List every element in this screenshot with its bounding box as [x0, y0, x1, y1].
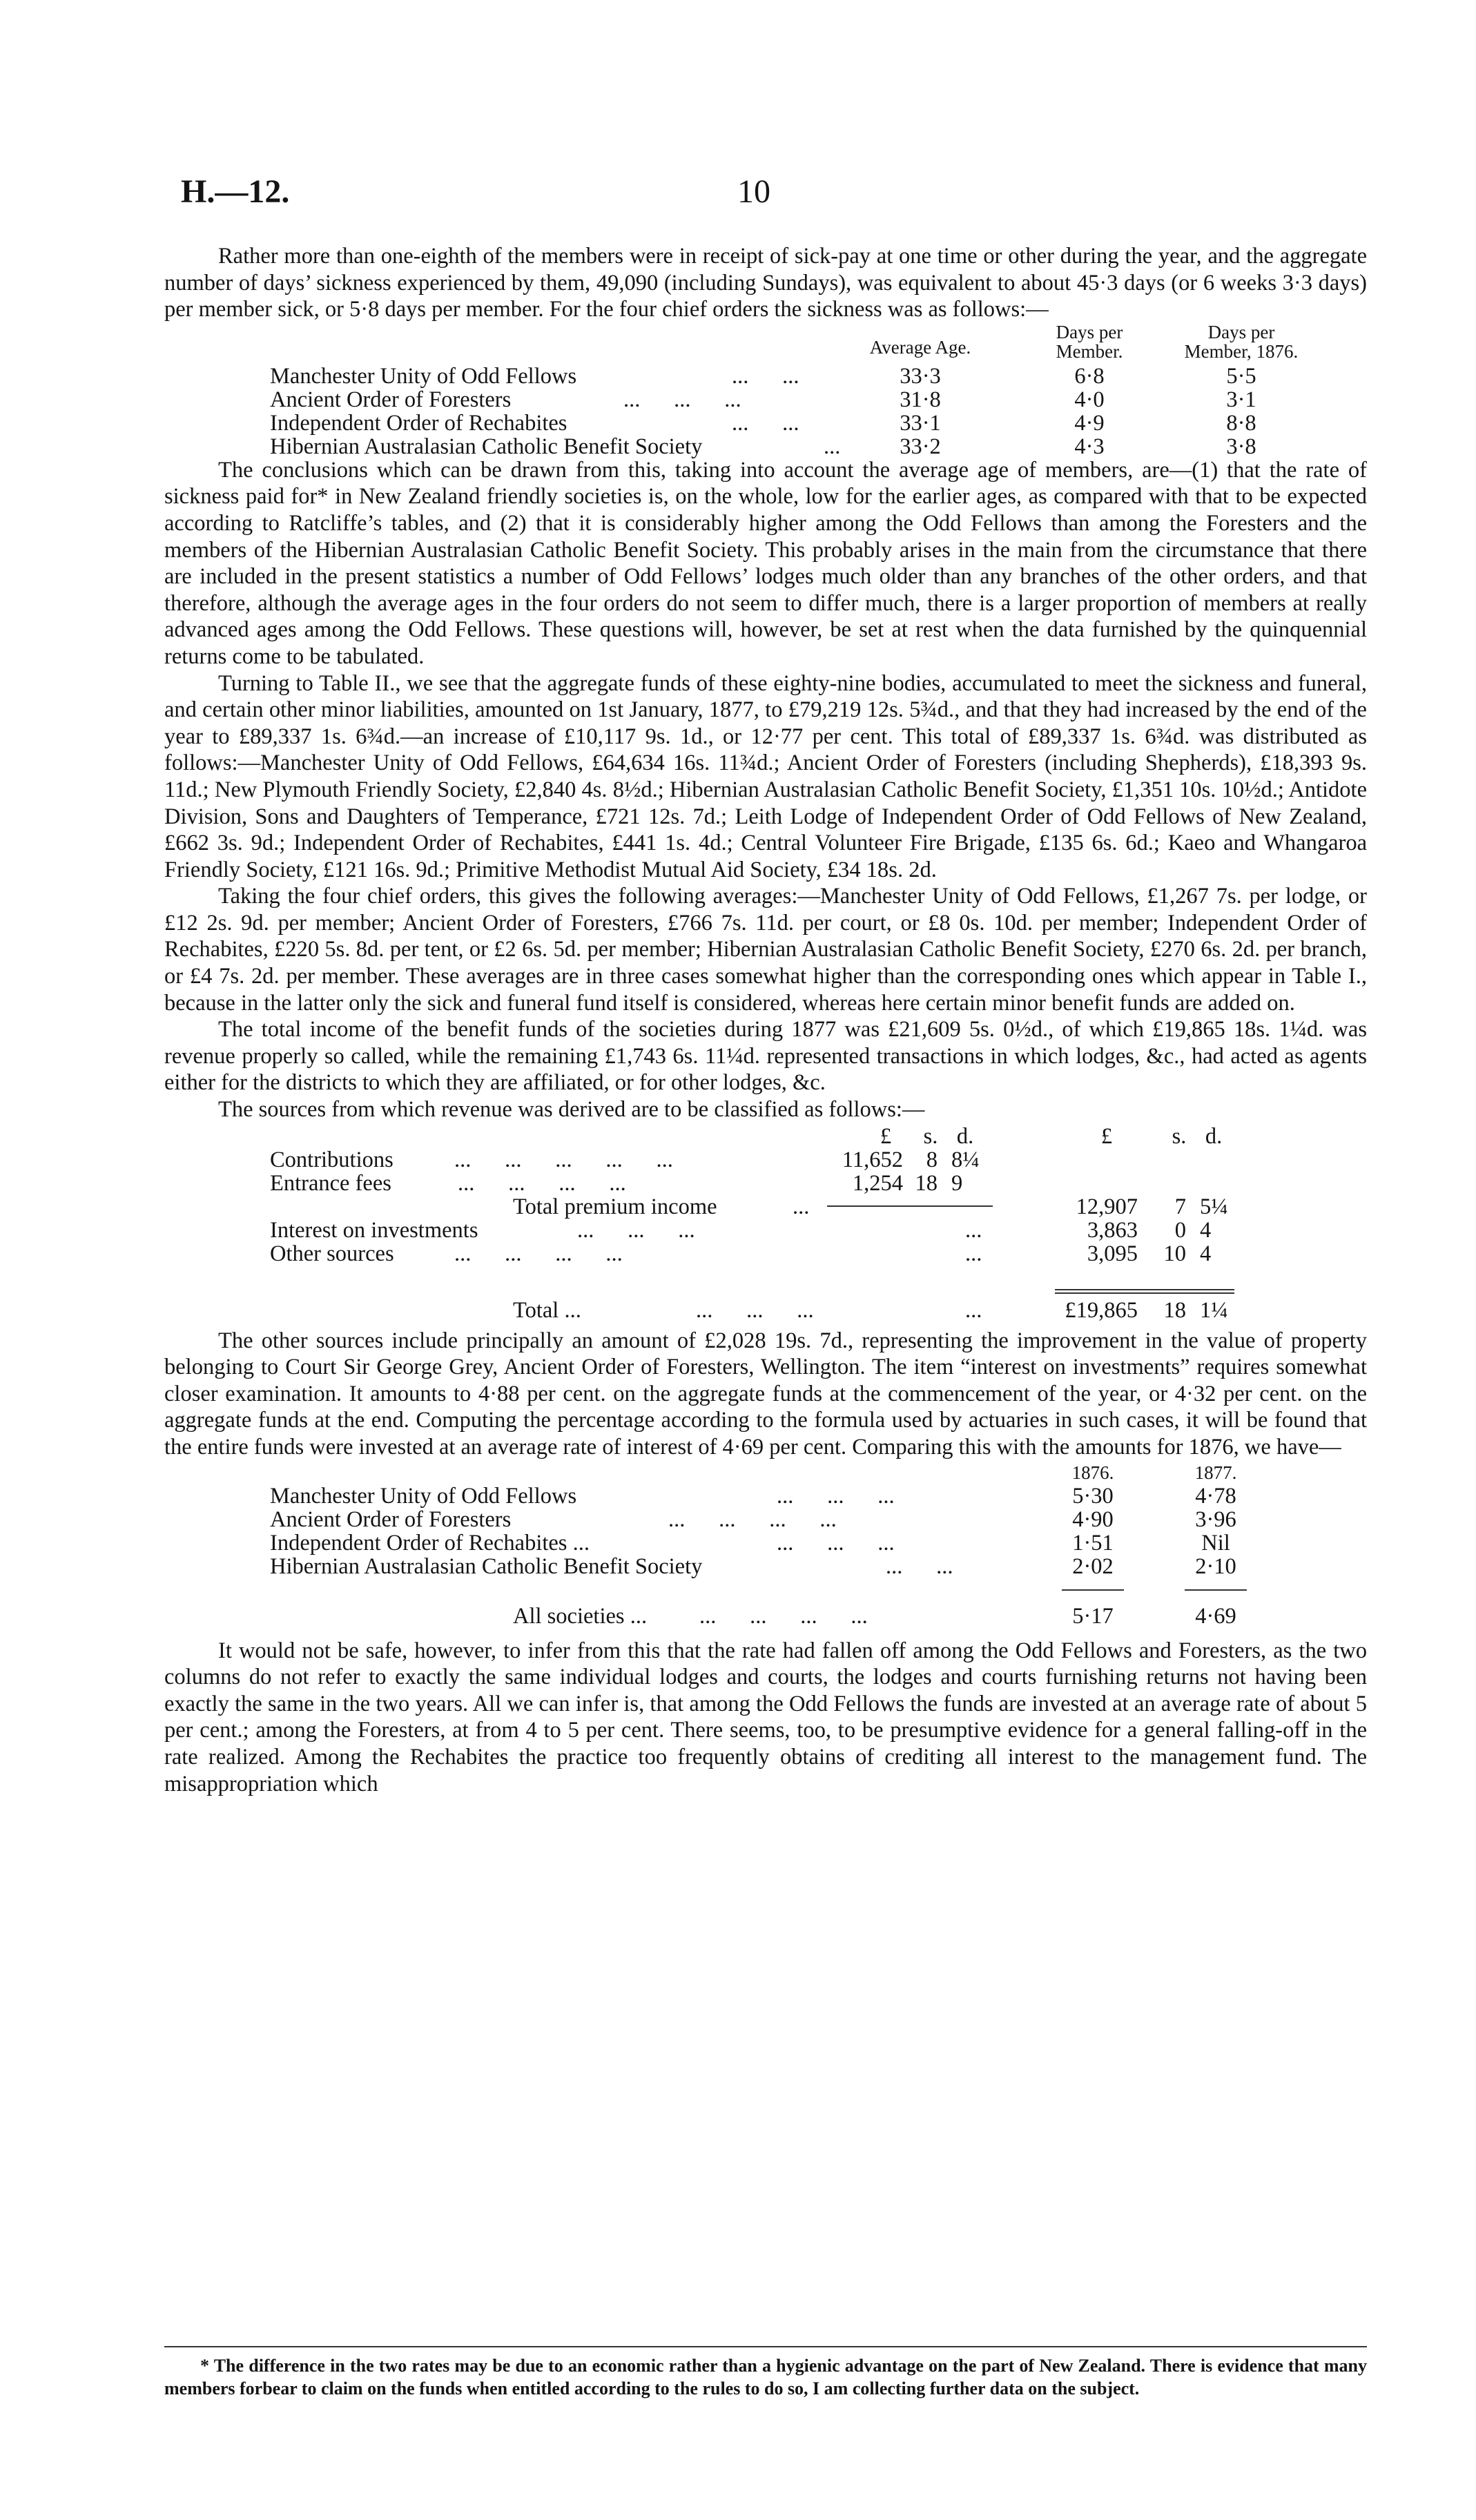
header-shillings-b: s. — [1172, 1123, 1187, 1149]
leader-dots: ... ... ... ... — [699, 1603, 868, 1629]
days-per-member-1876: 3·8 — [1226, 434, 1256, 459]
sickness-table — [164, 323, 1367, 457]
total-rule — [1055, 1289, 1234, 1290]
total-rule — [1062, 1589, 1124, 1591]
days-per-member-1876: 5·5 — [1226, 363, 1256, 389]
average-age: 33·3 — [900, 363, 941, 389]
revenue-label: Interest on investments — [270, 1217, 478, 1243]
paragraph-total-income: The total income of the benefit funds of the societies during 1877 was £21,609 5s. 0½d., of which £19,865 18s. 1¼d. was revenue properly so called, while the remaining £1,743 6s. 11¼d. represented transactions in which lodges, &c., had acted as agents either for the districts to which they are affiliated, or for other lodges, &c. — [164, 1017, 1367, 1096]
total-rule — [1055, 1292, 1234, 1294]
amount-pence: 1¼ — [1200, 1297, 1228, 1323]
order-name: Hibernian Australasian Catholic Benefit Society — [270, 1553, 703, 1579]
interest-table — [164, 1461, 1367, 1596]
rate-1876: 2·02 — [1072, 1553, 1114, 1579]
days-per-member: 6·8 — [1074, 363, 1105, 389]
revenue-total — [164, 1286, 1367, 1328]
amount-pounds: £19,865 — [1065, 1297, 1138, 1323]
leader-dots: ... — [965, 1297, 982, 1323]
page-number: 10 — [737, 173, 770, 210]
days-per-member: 4·0 — [1074, 387, 1105, 412]
order-name: Ancient Order of Foresters — [270, 387, 512, 412]
amount-pence: 4 — [1200, 1217, 1212, 1243]
paragraph-inference: It would not be safe, however, to infer from this that the rate had fallen off among the Odd Fellows and Foresters, as the two columns do not refer to exactly the same individual lodges and courts, the lodges and courts furnishing returns not having been exactly the same in the two years. All we can infer is, that among the Odd Fellows the funds are invested at an average rate of about 5 per cent.; among the Foresters, at from 4 to 5 per cent. There seems, too, to be presumptive evidence for a general falling-off in the rate realized. Among the Rechabites the practice too frequently obtains of crediting all interest to the management fund. The misappropriation which — [164, 1638, 1367, 1796]
rate-1877: 2·10 — [1195, 1553, 1236, 1579]
paragraph-conclusions: The conclusions which can be drawn from this, taking into account the average age of members, are—(1) that the rate of sickness paid for* in New Zealand friendly societies is, on the whole, low for the earlier ages, as compared with that to be expected according to Ratcliffe’s tables, and (2) that it is considerably higher among the Odd Fellows than among the Foresters and the members of the Hibernian Australasian Catholic Benefit Society. This probably arises in the main from the circumstance that there are included in the present statistics a number of Odd Fellows’ lodges much older than any branches of the other orders, and that therefore, although the average ages in the four orders do not seem to differ much, there is a larger proportion of members at really advanced ages among the Odd Fellows. These questions will, however, be set at rest when the data furnished by the quinquennial returns come to be tabulated. — [164, 457, 1367, 669]
leader-dots: ... ... ... ... — [454, 1241, 623, 1266]
revenue-label: Contributions — [270, 1147, 394, 1172]
order-name: Ancient Order of Foresters — [270, 1506, 512, 1532]
days-per-member: 4·3 — [1074, 434, 1105, 459]
amount-shillings: 0 — [1174, 1217, 1186, 1243]
leader-dots: ... — [824, 434, 841, 459]
amount-pence: 5¼ — [1200, 1194, 1228, 1219]
order-name: Manchester Unity of Odd Fellows — [270, 363, 577, 389]
revenue-label: Entrance fees — [270, 1170, 391, 1196]
revenue-table — [164, 1123, 1367, 1286]
paragraph-aggregate-funds: Turning to Table II., we see that the aggregate funds of these eighty-nine bodies, accumulated to meet the sickness and funeral, and certain other minor liabilities, amounted on 1st January, 1877, to £79,219 12s. 5¾d., and that they had increased by the end of the year to £89,337 1s. 6¾d.—an increase of £10,117 9s. 1d., or 12·77 per cent. This total of £89,337 1s. 6¾d. was distributed as follows:—Manchester Unity of Odd Fellows, £64,634 16s. 11¾d.; Ancient Order of Foresters (including Shepherds), £18,393 9s. 11d.; New Plymouth Friendly Society, £2,840 4s. 8½d.; Hibernian Australasian Catholic Benefit Society, £1,351 10s. 10½d.; Antidote Division, Sons and Daughters of Temperance, £721 12s. 7d.; Leith Lodge of Independent Order of Odd Fellows of New Zealand, £662 3s. 9d.; Independent Order of Rechabites, £441 1s. 4d.; Central Volunteer Fire Brigade, £135 6s. 6d.; Kaeo and Whangaroa Friendly Society, £121 16s. 9d.; Primitive Methodist Mutual Aid Society, £34 18s. 2d. — [164, 670, 1367, 882]
order-name: Independent Order of Rechabites — [270, 410, 567, 436]
header-days-1876-line1: Days per — [1207, 321, 1275, 342]
table-row — [164, 1297, 1367, 1324]
amount-pounds: 3,095 — [1087, 1241, 1138, 1266]
header-pence-a: d. — [956, 1123, 974, 1149]
order-name: Independent Order of Rechabites ... — [270, 1530, 590, 1555]
order-name: Hibernian Australasian Catholic Benefit Society — [270, 434, 703, 459]
amount-pounds: 11,652 — [842, 1147, 903, 1172]
amount-pounds: 1,254 — [852, 1170, 903, 1196]
paragraph-revenue-sources: The sources from which revenue was derived are to be classified as follows:— — [218, 1097, 925, 1123]
header-year-1877: 1877. — [1194, 1462, 1237, 1483]
days-per-member: 4·9 — [1074, 410, 1105, 436]
leader-dots: ... ... ... ... — [668, 1506, 837, 1532]
amount-pounds: 3,863 — [1087, 1217, 1138, 1243]
paragraph-other-sources: The other sources include principally an amount of £2,028 19s. 7d., representing the improvement in the value of property belonging to Court Sir George Grey, Ancient Order of Foresters, Wellington. The item “interest on investments” requires somewhat closer examination. It amounts to 4·88 per cent. on the aggregate funds at the commencement of the year, or 4·32 per cent. on the aggregate funds at the end. Computing the percentage according to the formula used by actuaries in such cases, it will be found that the entire funds were invested at an average rate of interest of 4·69 per cent. Comparing this with the amounts for 1876, we have— — [164, 1328, 1367, 1460]
rate-1877: 4·69 — [1195, 1603, 1236, 1629]
amount-shillings: 18 — [1163, 1297, 1186, 1323]
header-pounds-a: £ — [880, 1123, 892, 1149]
leader-dots: ... ... ... — [623, 387, 741, 412]
amount-pence: 4 — [1200, 1241, 1212, 1266]
footnote-text: * The difference in the two rates may be due to an economic rather than a hygienic advantage on the part of New Zealand. There is evidence that many members forbear to claim on the funds when entitled according to the rules to do so, I am collecting further data on the subject. — [164, 2356, 1367, 2398]
leader-dots: ... ... ... — [696, 1297, 814, 1323]
leader-dots: ... ... ... ... ... — [454, 1147, 673, 1172]
leader-dots: ... — [793, 1194, 810, 1219]
amount-shillings: 18 — [915, 1170, 938, 1196]
order-name: Manchester Unity of Odd Fellows — [270, 1483, 577, 1509]
header-year-1876: 1876. — [1071, 1462, 1114, 1483]
leader-dots: ... ... ... — [777, 1483, 895, 1509]
premium-label: Total premium income — [513, 1194, 717, 1219]
amount-pence: 9 — [951, 1170, 963, 1196]
average-age: 33·2 — [900, 434, 941, 459]
paragraph-averages: Taking the four chief orders, this gives the following averages:—Manchester Unity of Odd Fellows, £1,267 7s. per lodge, or £12 2s. 9d. per member; Ancient Order of Foresters, £766 7s. 11d. per court, or £8 0s. 10d. per member; Independent Order of Rechabites, £220 5s. 8d. per tent, or £2 6s. 5d. per member; Hibernian Australasian Catholic Benefit Society, £270 6s. 2d. per branch, or £4 7s. 2d. per member. These averages are in three cases somewhat higher than the corresponding ones which appear in Table I., because in the latter only the sick and funeral fund itself is considered, whereas here certain minor benefit funds are added on. — [164, 884, 1367, 1016]
header-pounds-b: £ — [1100, 1123, 1113, 1149]
paragraph-sickness-intro: Rather more than one-eighth of the members were in receipt of sick-pay at one time or other during the year, and the aggregate number of days’ sickness experienced by them, 49,090 (including Sundays), was equivalent to about 45·3 days (or 6 weeks 3·3 days) per member sick, or 5·8 days per member. For the four chief orders the sickness was as follows:— — [164, 244, 1367, 322]
revenue-label: Other sources — [270, 1241, 394, 1266]
rate-1877: Nil — [1201, 1530, 1230, 1555]
header-pence-b: d. — [1205, 1123, 1223, 1149]
table-row — [164, 1241, 1367, 1268]
rate-1876: 5·17 — [1072, 1603, 1114, 1629]
days-per-member-1876: 8·8 — [1226, 410, 1256, 436]
leader-dots: ... ... ... ... — [458, 1170, 626, 1196]
rate-1876: 4·90 — [1072, 1506, 1114, 1532]
average-age: 31·8 — [900, 387, 941, 412]
page-body — [164, 243, 1367, 1797]
table-row — [164, 1603, 1367, 1630]
leader-dots: ... ... ... — [777, 1530, 895, 1555]
amount-pounds: 12,907 — [1076, 1194, 1138, 1219]
header-days-per-member-line2: Member. — [1056, 340, 1123, 362]
rate-1877: 3·96 — [1195, 1506, 1236, 1532]
total-label: All societies ... — [513, 1603, 648, 1629]
rate-1876: 5·30 — [1072, 1483, 1114, 1509]
leader-dots: ... ... — [732, 410, 799, 436]
report-reference: H.—12. — [181, 173, 290, 210]
header-average-age: Average Age. — [869, 336, 971, 358]
header-days-per-member-line1: Days per — [1056, 321, 1123, 342]
total-rule — [1185, 1589, 1247, 1591]
footnote — [164, 2354, 1367, 2400]
leader-dots: ... ... — [732, 363, 799, 389]
amount-shillings: 10 — [1163, 1241, 1186, 1266]
leader-dots: ... — [965, 1241, 982, 1266]
amount-pence: 8¼ — [951, 1147, 980, 1172]
footnote-rule — [164, 2346, 1367, 2347]
leader-dots: ... ... ... — [577, 1217, 695, 1243]
amount-shillings: 8 — [926, 1147, 938, 1172]
average-age: 33·1 — [900, 410, 941, 436]
interest-total — [164, 1596, 1367, 1638]
table-row — [164, 1553, 1367, 1580]
rate-1876: 1·51 — [1072, 1530, 1114, 1555]
leader-dots: ... ... — [886, 1553, 953, 1579]
header-shillings-a: s. — [923, 1123, 938, 1149]
rate-1877: 4·78 — [1195, 1483, 1236, 1509]
leader-dots: ... — [965, 1217, 982, 1243]
header-days-1876-line2: Member, 1876. — [1184, 340, 1299, 362]
total-label: Total ... — [513, 1297, 581, 1323]
days-per-member-1876: 3·1 — [1226, 387, 1256, 412]
amount-shillings: 7 — [1174, 1194, 1186, 1219]
table-row — [164, 434, 1367, 461]
